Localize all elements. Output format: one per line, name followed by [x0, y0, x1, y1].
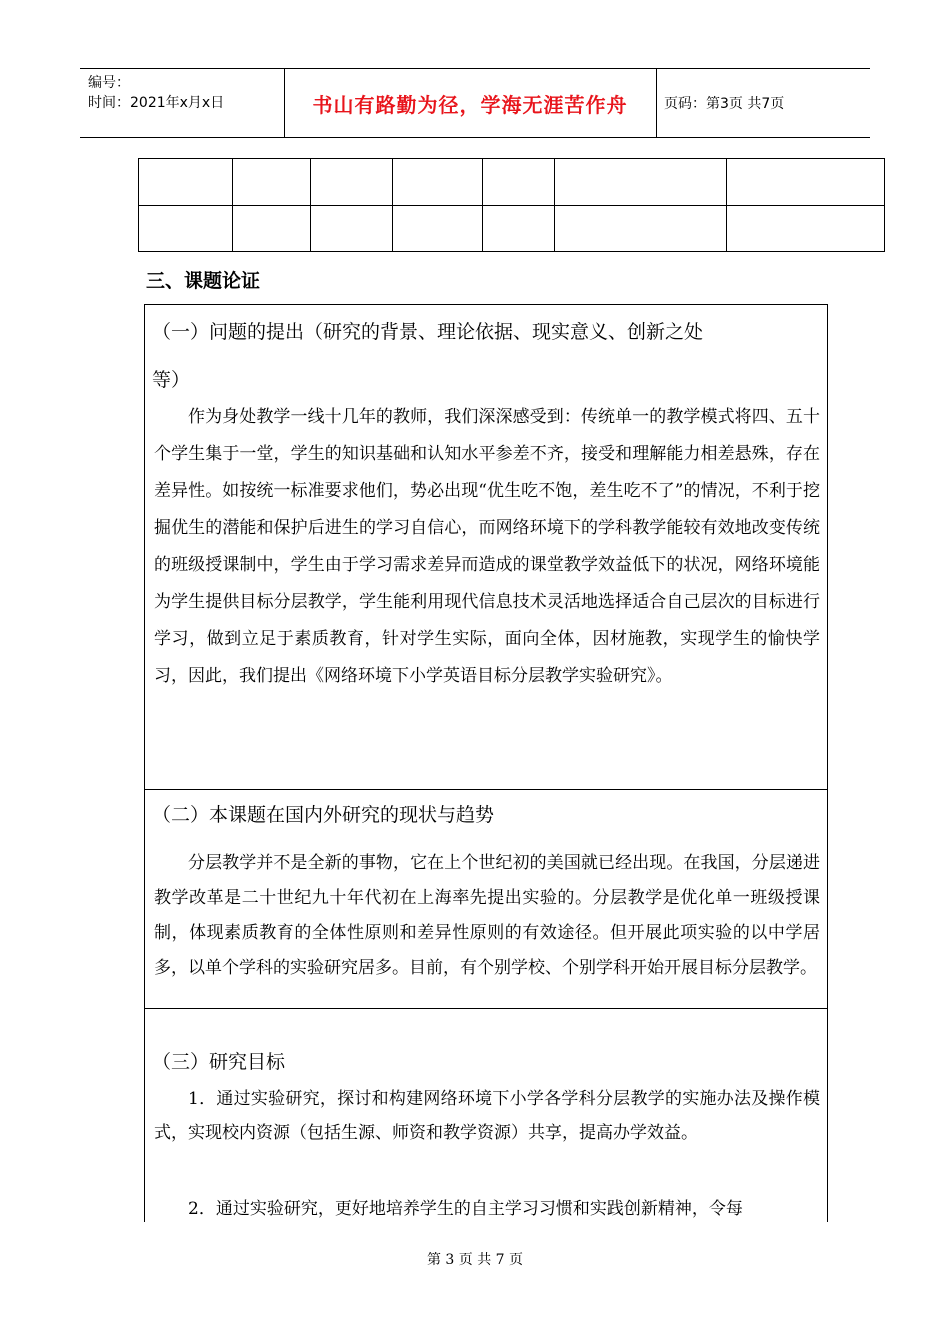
- header-motto: 书山有路勤为径，学海无涯苦作舟: [312, 92, 628, 117]
- part2-heading: （二）本课题在国内外研究的现状与趋势: [152, 804, 495, 826]
- part3-item2: 2．通过实验研究，更好地培养学生的自主学习习惯和实践创新精神，令每: [188, 1199, 743, 1219]
- empty-table: [138, 158, 885, 252]
- part3-item1: 1．通过实验研究，探讨和构建网络环境下小学各学科分层教学的实施办法及操作模式，实现校内资源（包括生源、师资和教学资源）共享，提高办学效益。: [154, 1089, 820, 1143]
- page-footer: 第 3 页 共 7 页: [426, 1252, 524, 1268]
- part2-body: 分层教学并不是全新的事物，它在上个世纪初的美国就已经出现。在我国，分层递进教学改革是二十世纪九十年代初在上海率先提出实验的。分层教学是优化单一班级授课制，体现素质教育的全体性原则和差异性原则的有效途径。但开展此项实验的以中学居多，以单个学科的实验研究居多。目前，有个别学校、个别学科开始开展目标分层教学。: [154, 853, 820, 978]
- header-divider: [656, 69, 657, 137]
- page-header: [80, 68, 870, 138]
- time-label: 时间：2021年x月x日: [88, 95, 225, 111]
- header-meta: [88, 73, 224, 113]
- part1-heading: （一）问题的提出（研究的背景、理论依据、现实意义、创新之处: [152, 321, 704, 343]
- header-page-label: 页码：第3页 共7页: [664, 96, 785, 112]
- section-title: 三、课题论证: [146, 270, 261, 292]
- table-row-line: [139, 205, 884, 206]
- section-separator: [145, 789, 827, 790]
- part1-body: 作为身处教学一线十几年的教师，我们深深感受到：传统单一的教学模式将四、五十个学生集于一堂，学生的知识基础和认知水平参差不齐，接受和理解能力相差悬殊，存在差异性。如按统一标准要求他们，势必出现“优生吃不饱，差生吃不了”的情况，不利于挖掘优生的潜能和保护后进生的学习自信心，而网络环境下的学科教学能较有效地改变传统的班级授课制中，学生由于学习需求差异而造成的课堂教学效益低下的状况，网络环境能为学生提供目标分层教学，学生能利用现代信息技术灵活地选择适合自己层次的目标进行学习，做到立足于素质教育，针对学生实际，面向全体，因材施教，实现学生的愉快学习，因此，我们提出《网络环境下小学英语目标分层教学实验研究》。: [154, 407, 820, 686]
- number-label: 编号：: [88, 75, 130, 91]
- part3-heading: （三）研究目标: [152, 1051, 286, 1073]
- part1-heading-cont: 等）: [152, 369, 191, 391]
- section-separator: [145, 1008, 827, 1009]
